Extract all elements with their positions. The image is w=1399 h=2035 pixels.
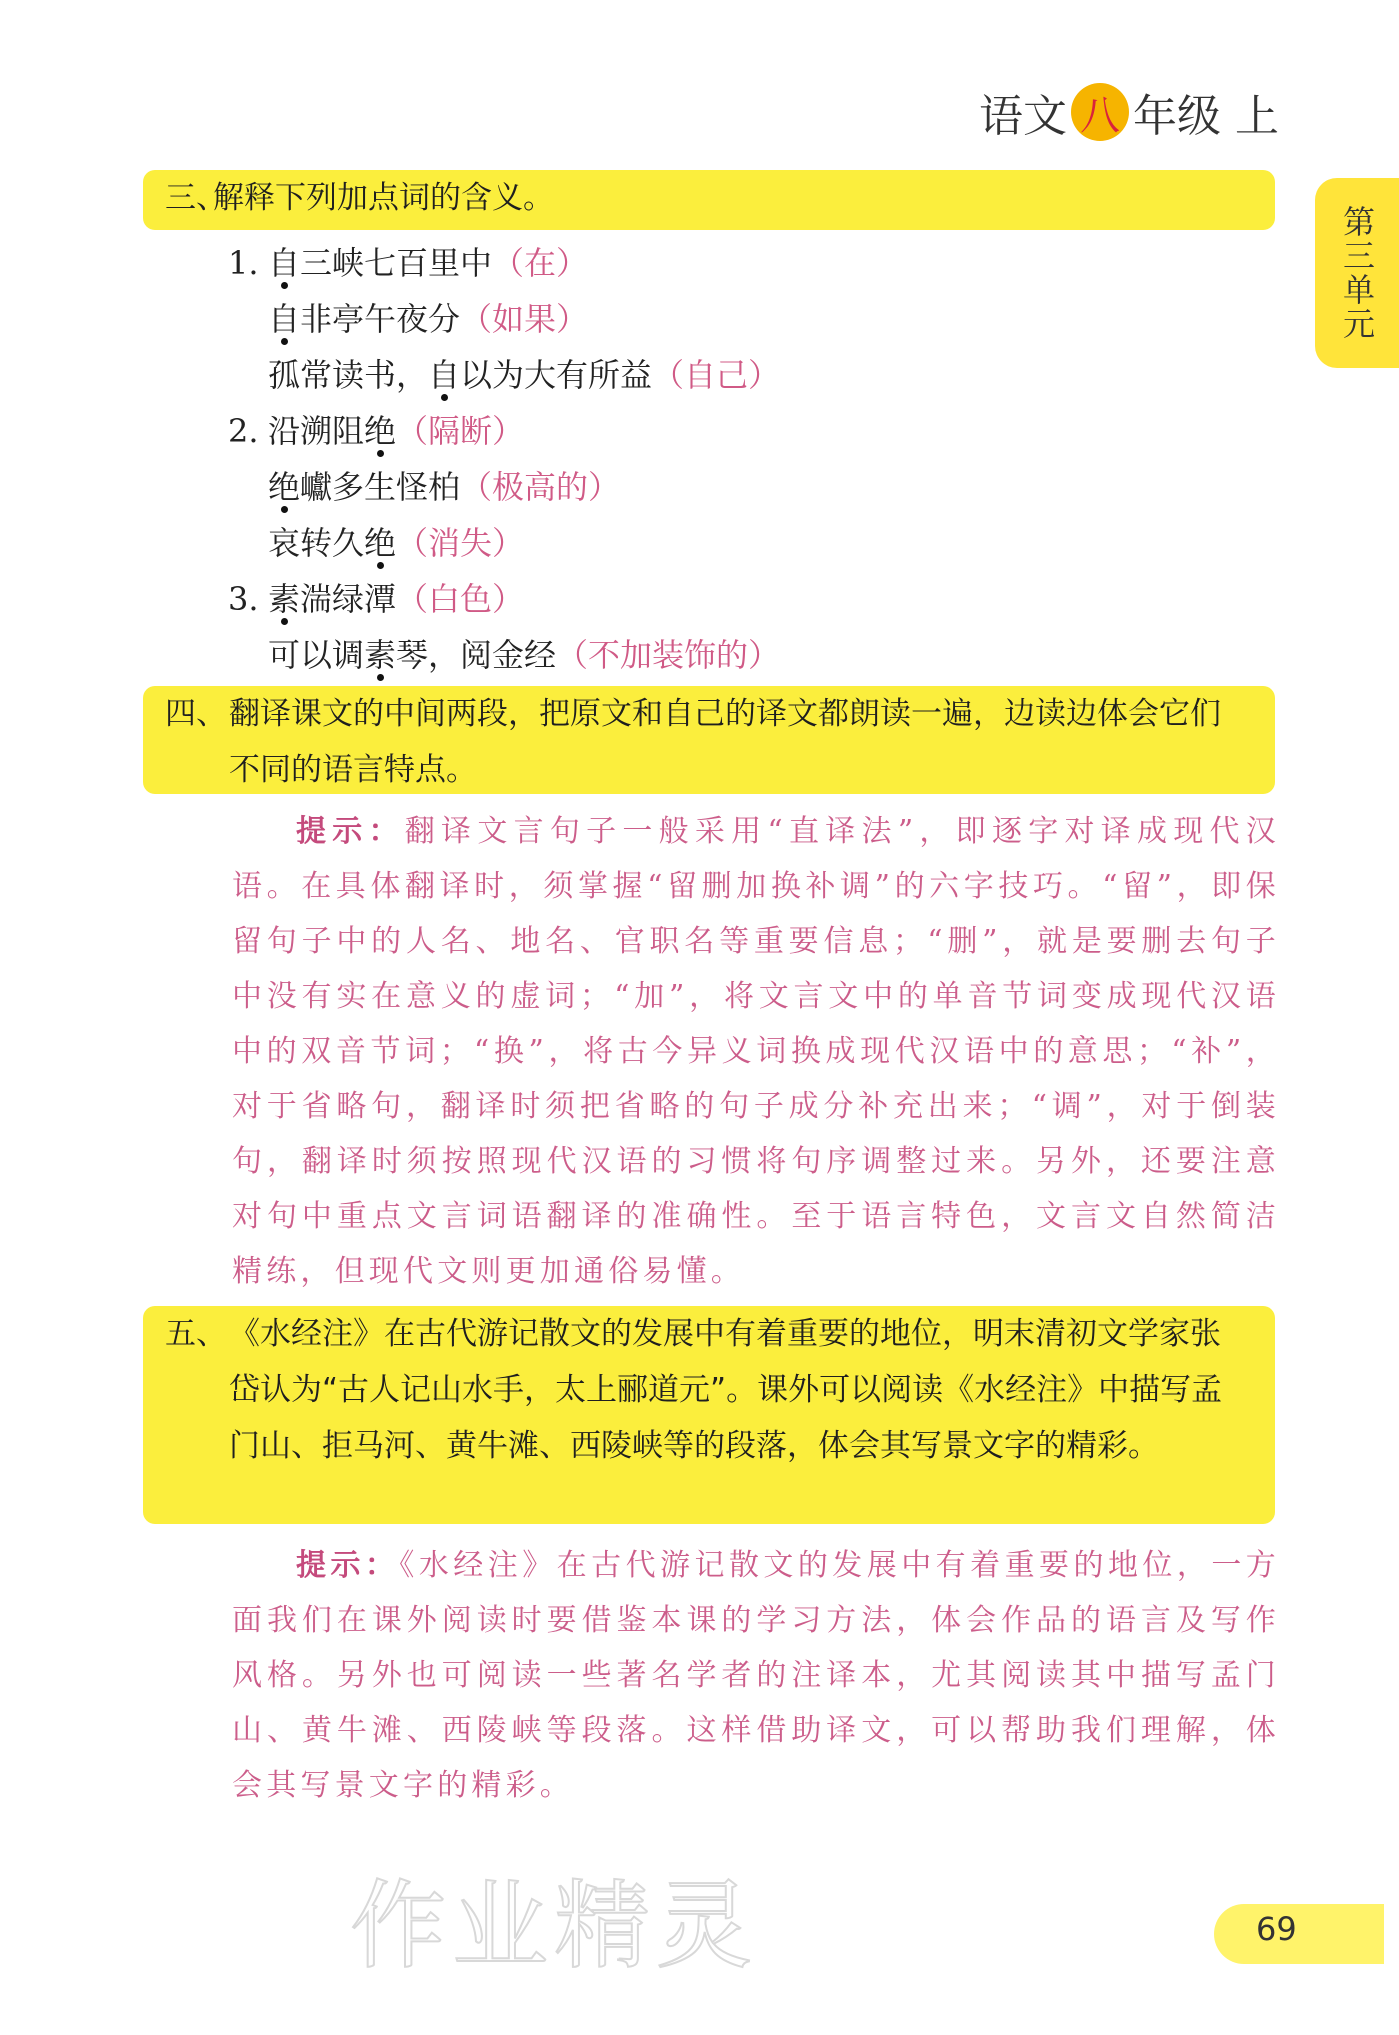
- hint-label: 提示：: [296, 1548, 400, 1583]
- answer-text: （自己）: [652, 356, 781, 394]
- watermark: 作业精灵: [350, 1870, 758, 1982]
- sentence-after: 巘多生怪柏: [300, 468, 461, 506]
- item-sentence: [268, 468, 620, 506]
- question-4-bar: [143, 686, 1275, 794]
- item-sentence: [268, 356, 780, 394]
- sentence-before: 孤常读书，: [268, 356, 429, 394]
- answer-item: [228, 574, 524, 624]
- sentence-after: 非亭午夜分: [300, 300, 461, 338]
- item-sentence: [268, 524, 524, 562]
- question-title: 翻译课文的中间两段，把原文和自己的译文都朗读一遍，边读边体会它们不同的语言特点。: [229, 696, 1221, 788]
- dotted-word: 自: [268, 300, 301, 338]
- item-number: 1.: [228, 244, 259, 282]
- hint-block-5: [232, 1538, 1280, 1813]
- unit-side-tab: [1315, 178, 1399, 368]
- grade-suffix: 年级: [1133, 91, 1221, 142]
- page-number: 69: [1256, 1910, 1297, 1948]
- answer-text: （如果）: [460, 300, 589, 338]
- question-5-bar: [143, 1306, 1275, 1524]
- item-sentence: [268, 636, 780, 674]
- sentence-before: 可以调: [268, 636, 365, 674]
- sentence-after: 湍绿潭: [300, 580, 397, 618]
- sentence-after: 三峡七百里中: [300, 244, 493, 282]
- answer-text: （消失）: [396, 524, 525, 562]
- answer-text: （白色）: [396, 580, 525, 618]
- answer-text: （极高的）: [460, 468, 621, 506]
- answer-item: [228, 630, 780, 680]
- hint-block-4: [232, 804, 1280, 1299]
- question-number: 三、: [165, 180, 227, 216]
- question-number: 四、: [165, 696, 227, 732]
- item-number: 2.: [228, 412, 259, 450]
- subject-label: 语文: [979, 91, 1067, 142]
- question-title: 解释下列加点词的含义。: [213, 180, 554, 216]
- item-sentence: [268, 580, 524, 618]
- question-title: 《水经注》在古代游记散文的发展中有着重要的地位，明末清初文学家张岱认为“古人记山水手，太上郦道元”。课外可以阅读《水经注》中描写孟门山、拒马河、黄牛滩、西陵峡等的段落，体会其写景文字的精彩。: [229, 1316, 1223, 1464]
- dotted-word: 自: [428, 356, 461, 394]
- hint-label: 提示：: [296, 814, 405, 849]
- page-header: [979, 80, 1279, 144]
- dotted-word: 自: [268, 244, 301, 282]
- item-sentence: [268, 300, 588, 338]
- question-3-bar: [143, 170, 1275, 230]
- question-number: 五、: [165, 1316, 227, 1352]
- answer-item: [228, 462, 620, 512]
- answer-item: [228, 350, 780, 400]
- answer-text: （在）: [492, 244, 589, 282]
- answer-item: [228, 294, 588, 344]
- answer-item: [228, 238, 588, 288]
- dotted-word: 素: [364, 636, 397, 674]
- answer-item: [228, 406, 524, 456]
- sentence-after: 琴，阅金经: [396, 636, 557, 674]
- unit-label: 第三单元: [1338, 205, 1376, 341]
- page-number-highlight: [1214, 1904, 1384, 1964]
- answer-item: [228, 518, 524, 568]
- dotted-word: 素: [268, 580, 301, 618]
- answer-text: （不加装饰的）: [556, 636, 781, 674]
- item-sentence: [268, 412, 524, 450]
- grade-badge: 八: [1071, 83, 1129, 141]
- item-sentence: [268, 244, 588, 282]
- sentence-before: 沿溯阻: [268, 412, 365, 450]
- item-number: 3.: [228, 580, 259, 618]
- hint-text: 翻译文言句子一般采用“直译法”，即逐字对译成现代汉语。在具体翻译时，须掌握“留删加换补调”的六字技巧。“留”，即保留句子中的人名、地名、官职名等重要信息；“删”，就是要删去句子中没有实在意义的虚词；“加”，将文言文中的单音节词变成现代汉语中的双音节词；“换”，将古今异义词换成现代汉语中的意思；“补”，对于省略句，翻译时须把省略的句子成分补充出来；“调”，对于倒装句，翻译时须按照现代汉语的习惯将句序调整过来。另外，还要注意对句中重点文言词语翻译的准确性。至于语言特色，文言文自然简洁精练，但现代文则更加通俗易懂。: [232, 814, 1280, 1289]
- sentence-after: 以为大有所益: [460, 356, 653, 394]
- dotted-word: 绝: [364, 412, 397, 450]
- dotted-word: 绝: [268, 468, 301, 506]
- answer-text: （隔断）: [396, 412, 525, 450]
- hint-text: 《水经注》在古代游记散文的发展中有着重要的地位，一方面我们在课外阅读时要借鉴本课的学习方法，体会作品的语言及写作风格。另外也可阅读一些著名学者的注译本，尤其阅读其中描写孟门山、黄牛滩、西陵峡等段落。这样借助译文，可以帮助我们理解，体会其写景文字的精彩。: [232, 1548, 1280, 1803]
- term-label: 上: [1235, 91, 1279, 142]
- dotted-word: 绝: [364, 524, 397, 562]
- sentence-before: 哀转久: [268, 524, 365, 562]
